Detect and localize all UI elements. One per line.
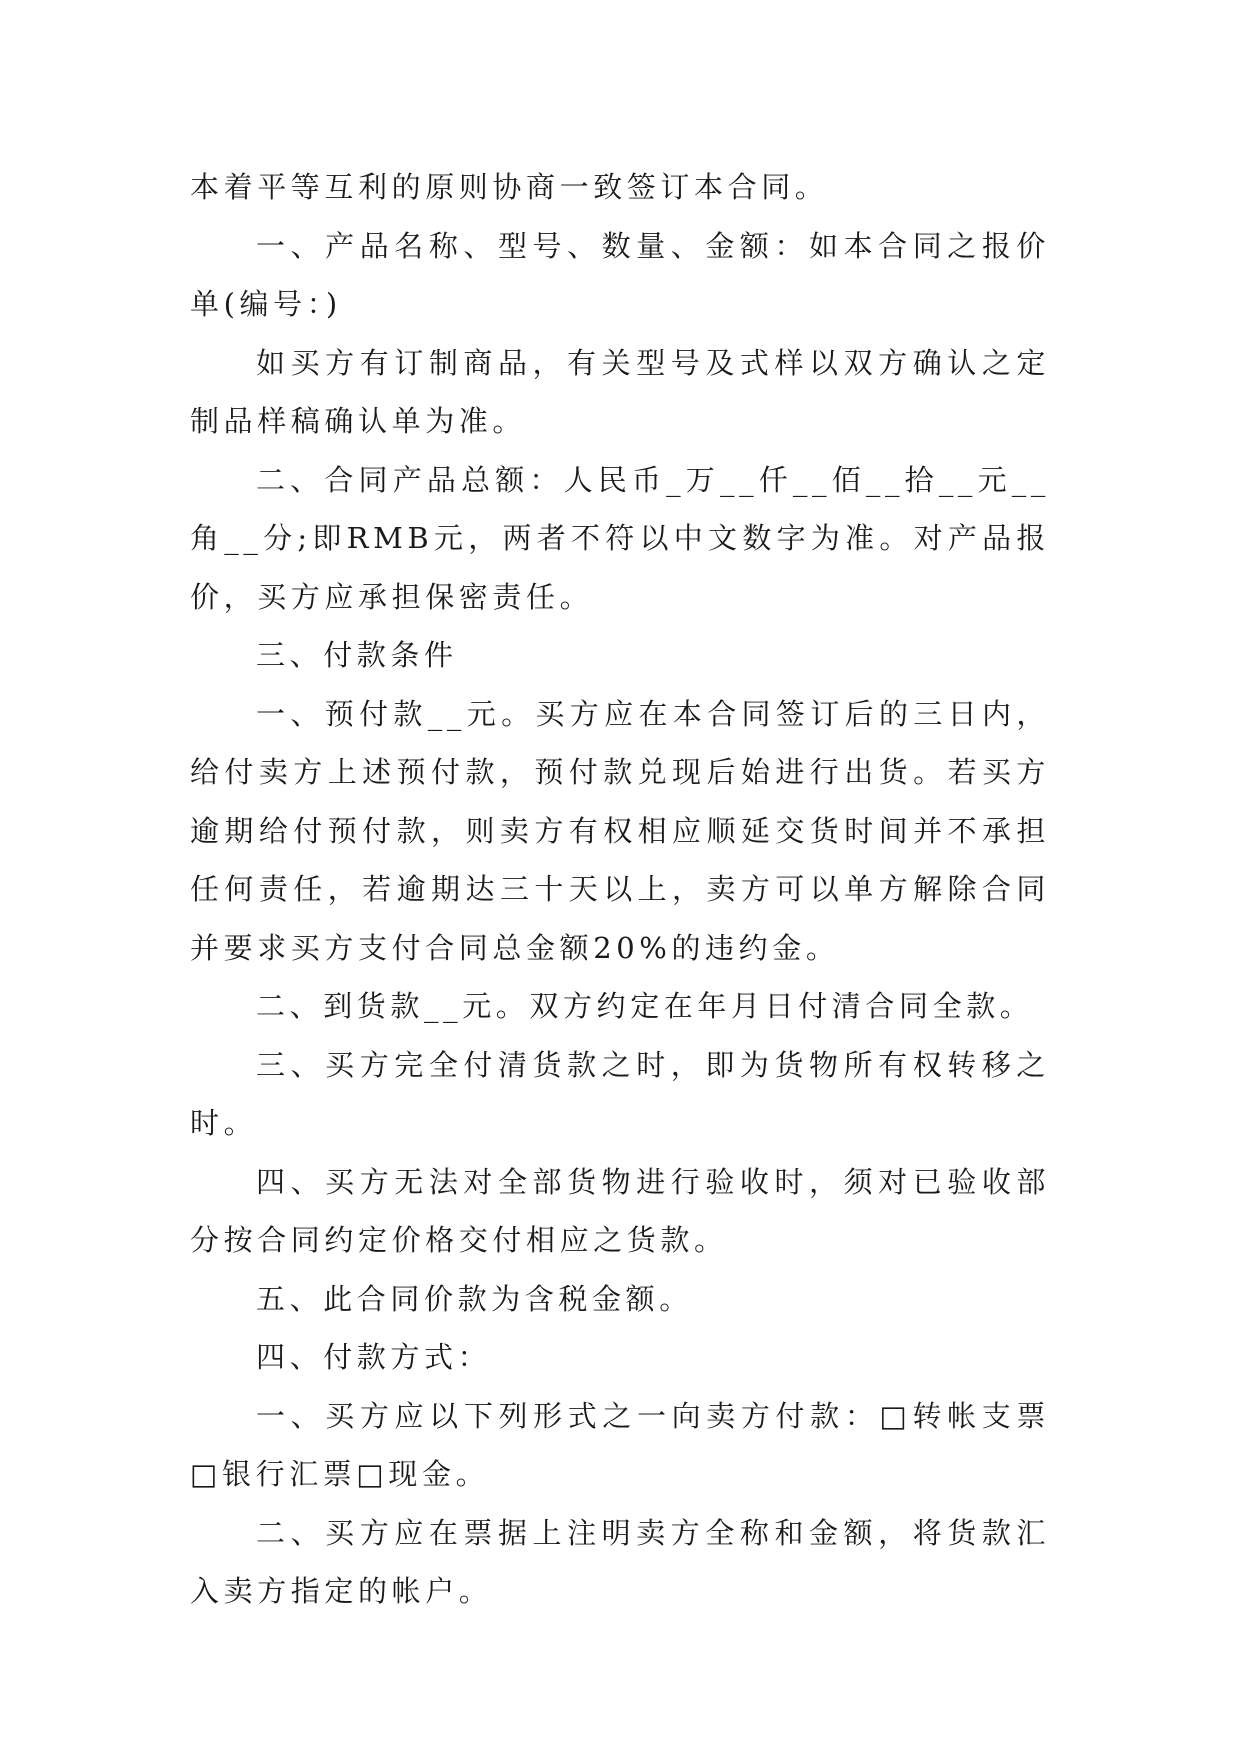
paragraph-delivery-payment: 二、到货款__元。双方约定在年月日付清合同全款。 — [256, 989, 1034, 1023]
section-heading-payment-method: 四、付款方式： — [256, 1340, 492, 1374]
paragraph-payment-forms: 一、买方应以下列形式之一向卖方付款：□转帐支票□银行汇票□现金。 — [190, 1398, 1050, 1491]
paragraph-total-amount: 二、合同产品总额：人民币_万__仟__佰__拾__元__角__分;即RMB元，两者不符以中文数字为准。对产品报价，买方应承担保密责任。 — [190, 462, 1050, 614]
document-body — [190, 158, 1050, 1621]
paragraph-bank-transfer: 二、买方应在票据上注明卖方全称和金额，将货款汇入卖方指定的帐户。 — [190, 1515, 1050, 1608]
paragraph-custom-goods: 如买方有订制商品，有关型号及式样以双方确认之定制品样稿确认单为准。 — [190, 345, 1050, 438]
paragraph-partial-acceptance: 四、买方无法对全部货物进行验收时，须对已验收部分按合同约定价格交付相应之货款。 — [190, 1164, 1050, 1257]
paragraph-ownership-transfer: 三、买方完全付清货款之时，即为货物所有权转移之时。 — [190, 1047, 1050, 1140]
paragraph-tax-included: 五、此合同价款为含税金额。 — [256, 1281, 693, 1316]
paragraph-intro: 本着平等互利的原则协商一致签订本合同。 — [190, 170, 829, 204]
section-heading-payment-terms: 三、付款条件 — [256, 638, 458, 672]
paragraph-prepayment: 一、预付款__元。买方应在本合同签订后的三日内，给付卖方上述预付款，预付款兑现后始进行出货。若买方逾期给付预付款，则卖方有权相应顺延交货时间并不承担任何责任，若逾期达三十天以上，卖方可以单方解除合同并要求买方支付合同总金额20%的违约金。 — [190, 696, 1050, 965]
paragraph-product-info: 一、产品名称、型号、数量、金额：如本合同之报价单(编号：) — [190, 228, 1050, 321]
